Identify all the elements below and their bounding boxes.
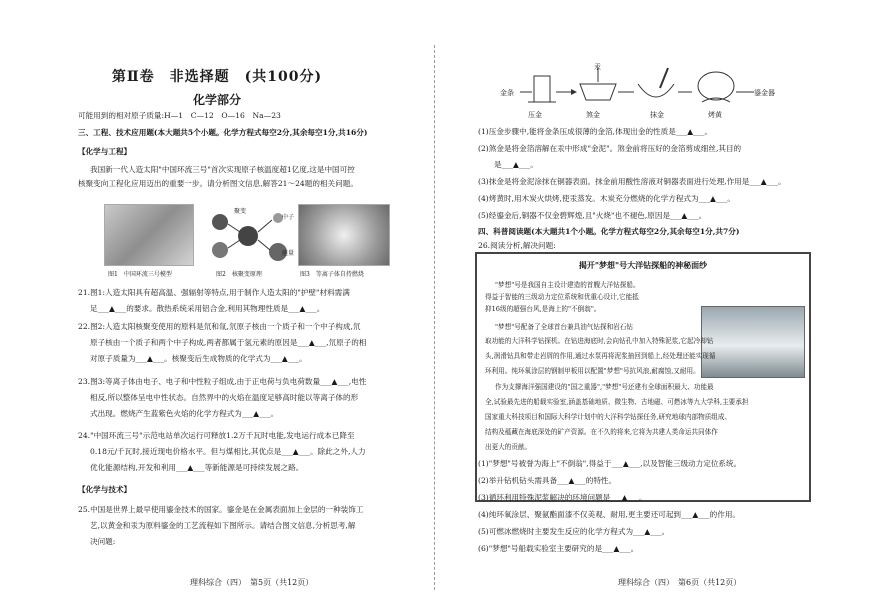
fig3-caption: 图3 等离子体自持燃烧	[300, 271, 364, 278]
q22-line-1: 22.图2:人造太阳核聚变使用的原料是氘和氚,氘原子核由一个质子和一个中子构成,氘	[78, 322, 361, 331]
tag-technology: 【化学与技术】	[78, 485, 132, 494]
q23-line-2: 相反,所以整体呈电中性状态。自然界中的火焰在温度足够高时能以等离子体的形	[90, 393, 359, 402]
q26-intro: 26.阅读分析,解决问题:	[478, 241, 556, 250]
page-footer-left: 理科综合（四） 第5页（共12页）	[190, 578, 314, 587]
q21-line-1: 21.图1:人造太阳具有超高温、强辐射等特点,用于制作人造太阳的"护壁"材料需满	[78, 288, 350, 297]
process-label-dissolve: 煞金	[586, 111, 600, 119]
process-label-mercury: 汞	[594, 63, 601, 71]
q24-line-3: 优化能源结构,开发和利用___▲___等新能源是可持续发展之路。	[90, 463, 304, 472]
q22-line-2: 原子核由一个质子和两个中子构成,两者都属于氢元素的原因是___▲___,氘原子的相	[90, 338, 367, 347]
left-page	[0, 0, 434, 615]
section4-header: 四、科普阅读题(本大题共1个小题。化学方程式每空2分,其余每空1分,共7分)	[478, 227, 740, 236]
page-footer-right: 理科综合（四） 第6页（共12页）	[618, 578, 742, 587]
process-label-gilded-ware: 鎏金器	[754, 89, 775, 97]
fig2-label-neutron: 中子	[282, 214, 295, 221]
q25-line-3: 决问题:	[90, 537, 116, 546]
q24-line-1: 24."中国环流三号"示范电站单次运行可释放1.2万千瓦时电能,发电运行成本已降至	[78, 431, 355, 440]
reading-line: "梦想"号是我国自主设计建造的首艘大洋钻探船。	[495, 281, 640, 289]
figure-1-reactor-model	[104, 204, 194, 266]
process-label-press: 压金	[528, 111, 542, 119]
process-label-gold-bar: 金条	[500, 89, 514, 97]
process-label-bake: 烤黄	[708, 111, 722, 119]
fig1-caption: 图1 中国环流三号模型	[108, 271, 172, 278]
chemistry-subtitle: 化学部分	[192, 93, 241, 107]
q26-item-5: (5)可燃冰燃烧时主要发生反应的化学方程式为___▲___。	[478, 527, 670, 536]
reading-line: 全,试验最先进的船载实验室,涵盖基础地质、微生物、古地磁、可燃冰等九大学科,主要承担	[485, 398, 749, 406]
q25-line-1: 25.中国是世界上最早使用鎏金技术的国家。鎏金是在金属表面加上金层的一种装饰工	[78, 505, 364, 514]
q23-line-1: 23.图3:等离子体由电子、电子和中性粒子组成,由于正电荷与负电荷数量___▲___,电性	[78, 377, 367, 386]
reading-line: "梦想"号配备了全球首台兼具油气钻探和岩石钻	[495, 323, 633, 331]
q26-item-6: (6)"梦想"号船载实验室主要研究的是___▲___。	[478, 544, 639, 553]
drilling-ship-photo	[701, 306, 805, 378]
section3-header: 三、工程、技术应用题(本大题共5个小题。化学方程式每空2分,其余每空1分,共16分)	[78, 128, 368, 137]
q21-line-2: 足___▲___的要求。散热系统采用铝合金,利用其物理性质是___▲___。	[90, 304, 325, 313]
q23-line-3: 式出现。燃烧产生蓝紫色火焰的化学方程式为___▲___。	[90, 409, 279, 418]
reading-line: 作为支撑海洋强国建设的"国之重器","梦想"号还建有全球面积最大、功能最	[495, 383, 714, 391]
q24-line-2: 0.18元/千瓦时,接近现电价格水平。但与煤相比,其优点是___▲___。除此之外,人力	[90, 447, 366, 456]
reading-line: 头,润滑钻具和带走岩屑的作用,通过水泵再将泥浆抽回到船上,经处理还能实现循	[485, 352, 716, 360]
fig2-label-energy: 能量	[282, 250, 295, 257]
figure-3-plasma	[298, 204, 390, 266]
q25-item-2: (2)煞金是将金箔溶解在汞中形成"金泥"。煞金前将压好的金箔剪成细丝,其目的	[478, 144, 742, 153]
reading-line: 抑16级的超强台风,是海上的"不倒翁"。	[485, 305, 601, 313]
reading-line: 取功能的大洋科学钻探机。在钻进海底时,会向钻孔中加入特殊泥浆,它起冷却钻	[485, 337, 714, 345]
q25-item-2b: 是___▲___。	[494, 160, 538, 169]
q26-item-3: (3)循环利用特殊泥浆解决的环境问题是___▲___。	[478, 493, 647, 502]
atomic-mass-line: 可能用到的相对原子质量:H—1 C—12 O—16 Na—23	[78, 111, 281, 120]
q26-item-2: (2)举升钻机钻头需具备___▲___的特性。	[478, 476, 617, 485]
q22-line-3: 对原子质量为___▲___。核聚变后生成物质的化学式为___▲___。	[90, 354, 307, 363]
reading-line: 出更大的贡献。	[485, 443, 532, 451]
reading-line: 国家重大科技项目和国际大科学计划中的大洋科学钻探任务,研究地球内部物质组成、	[485, 413, 732, 421]
q25-item-4: (4)烤黄时,用木炭火烘烤,使汞蒸发。木炭充分燃烧的化学方程式为___▲___。	[478, 194, 735, 203]
reading-line: 结构及蕴藏在海底深处的矿产资源。在不久的将来,它将为共建人类命运共同体作	[485, 428, 718, 436]
q25-line-2: 艺,以黄金和汞为原料鎏金的工艺流程如下图所示。请结合图文信息,分析思考,解	[90, 521, 356, 530]
reading-title: 揭开"梦想"号大洋钻探船的神秘面纱	[578, 260, 708, 270]
q26-item-4: (4)纯环氧涂层、聚氨酯面漆不仅美观、耐用,更主要还可起到___▲___的作用。	[478, 510, 741, 519]
section-title: 第Ⅱ卷 非选择题 (共100分)	[111, 69, 323, 85]
fig2-label-fusion: 聚变	[234, 208, 247, 215]
intro-line-1: 我国新一代人造太阳"中国环流三号"首次实现原子核温度超1亿度,这是中国可控	[90, 165, 355, 174]
page-divider	[434, 45, 435, 590]
q26-item-1: (1)"梦想"号被誉为海上"不倒翁",得益于___▲___,以及智能三级动力定位系统。	[478, 459, 742, 468]
gilding-process-diagram	[520, 66, 780, 112]
process-label-smear: 抹金	[650, 111, 664, 119]
reading-line: 环利用。纯环氧涂层的钢制甲板用以配置"梦想"号抗风浪,耐腐蚀,又耐用。	[485, 367, 700, 375]
q25-item-3: (3)抹金是将金泥涂抹在铜器表面。抹金前用酸性溶液对铜器表面进行处理,作用是___▲___。	[478, 177, 786, 186]
reading-line: 得益于智能的三级动力定位系统和优重心设计,它能抵	[485, 293, 639, 301]
q25-item-1: (1)压金步骤中,能将金条压成很薄的金箔,体现出金的性质是___▲___。	[478, 127, 713, 136]
fig2-caption: 图2 核聚变原理	[216, 271, 262, 278]
tag-engineering: 【化学与工程】	[78, 147, 132, 156]
q25-item-5: (5)经鎏金后,铜器不仅金碧辉煌,且"火烧"也不褪色,原因是___▲___。	[478, 211, 707, 220]
intro-line-2: 核聚变向工程化应用迈出的重要一步。请分析图文信息,解答21～24题的相关问题。	[78, 179, 358, 188]
